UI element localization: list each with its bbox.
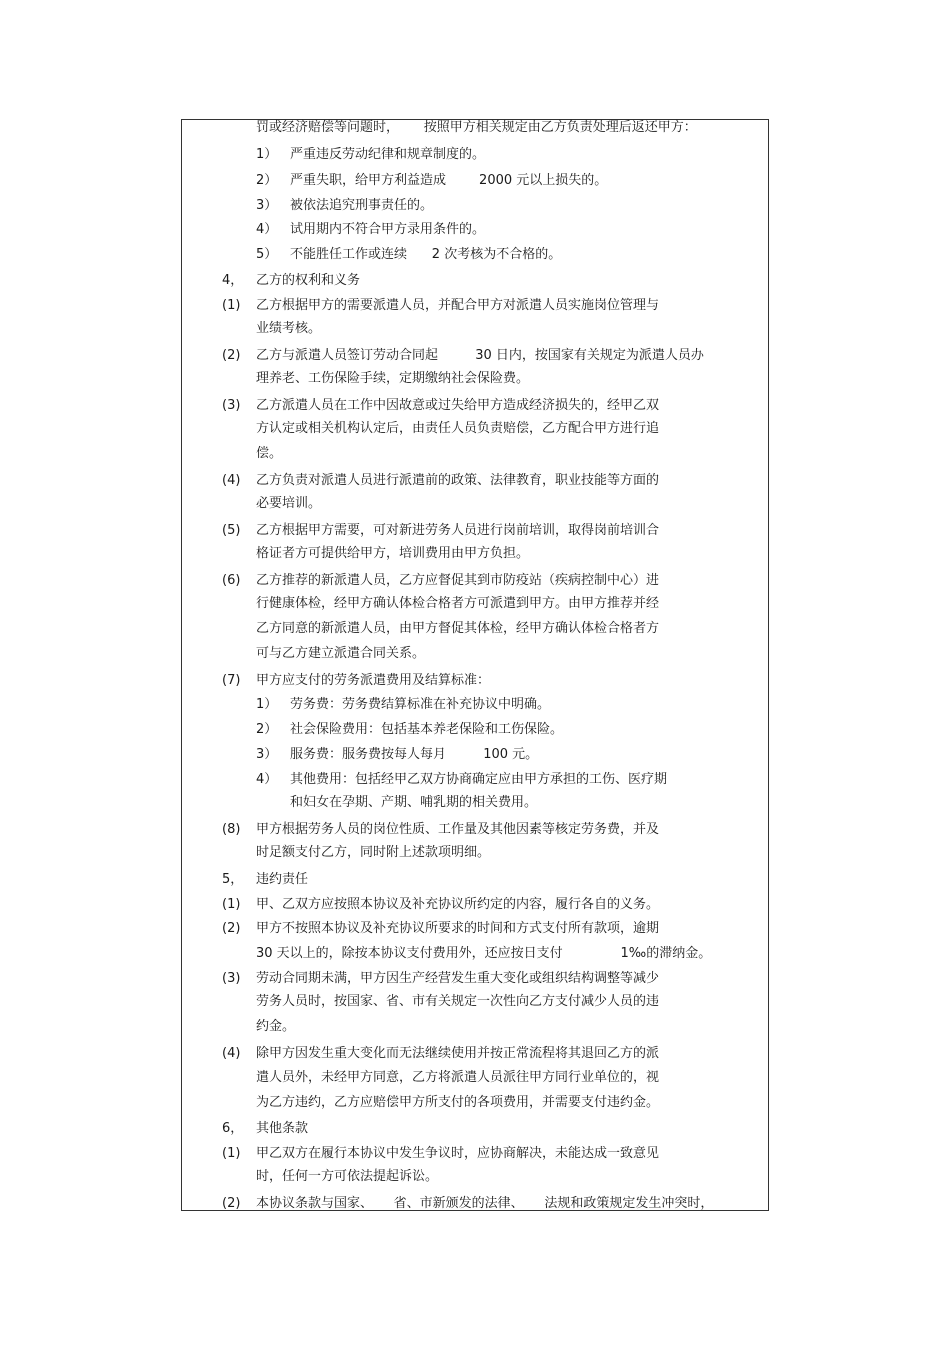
list-number: 5） xyxy=(256,247,278,262)
clause-line: 本协议条款与国家、 省、市新颁发的法律、 法规和政策规定发生冲突时， xyxy=(256,1196,714,1211)
clause-number: (1) xyxy=(222,897,241,912)
clause-line: 行健康体检，经甲方确认体检合格者方可派遣到甲方。由甲方推荐并经 xyxy=(256,596,660,611)
section-title: 违约责任 xyxy=(256,872,309,887)
subclause-line: 和妇女在孕期、产期、哺乳期的相关费用。 xyxy=(290,795,538,810)
subclause-line: 社会保险费用：包括基本养老保险和工伤保险。 xyxy=(290,722,564,737)
section-title: 乙方的权利和义务 xyxy=(256,273,361,288)
clause-line: 劳动合同期未满，甲方因生产经营发生重大变化或组织结构调整等减少 xyxy=(256,971,660,986)
clause-line: 为乙方违约，乙方应赔偿甲方所支付的各项费用，并需要支付违约金。 xyxy=(256,1095,660,1110)
list-item: 不能胜任工作或连续 2 次考核为不合格的。 xyxy=(290,247,562,262)
clause-line: 甲方根据劳务人员的岗位性质、工作量及其他因素等核定劳务费，并及 xyxy=(256,822,660,837)
clause-number: (6) xyxy=(222,573,241,588)
subclause-line: 服务费：服务费按每人每月 100 元。 xyxy=(290,747,539,762)
clause-line: 业绩考核。 xyxy=(256,321,322,336)
clause-line: 理养老、工伤保险手续，定期缴纳社会保险费。 xyxy=(256,371,530,386)
clause-number: (5) xyxy=(222,523,241,538)
list-number: 2） xyxy=(256,173,278,188)
clause-number: (7) xyxy=(222,673,241,688)
subclause-line: 劳务费：劳务费结算标准在补充协议中明确。 xyxy=(290,697,551,712)
list-item: 试用期内不符合甲方录用条件的。 xyxy=(290,222,486,237)
clause-number: (2) xyxy=(222,348,241,363)
clause-line: 乙方推荐的新派遣人员，乙方应督促其到市防疫站（疾病控制中心）进 xyxy=(256,573,660,588)
clause-line: 遣人员外，未经甲方同意，乙方将派遣人员派往甲方同行业单位的，视 xyxy=(256,1070,660,1085)
subclause-line: 其他费用：包括经甲乙双方协商确定应由甲方承担的工伤、医疗期 xyxy=(290,772,668,787)
section-number: 5， xyxy=(222,872,244,887)
clause-line: 方认定或相关机构认定后，由责任人员负责赔偿，乙方配合甲方进行追 xyxy=(256,421,660,436)
clause-line: 约金。 xyxy=(256,1019,296,1034)
clause-line: 30 天以上的，除按本协议支付费用外，还应按日支付 1‰的滞纳金。 xyxy=(256,946,712,961)
clause-number: (4) xyxy=(222,473,241,488)
list-number: 3） xyxy=(256,198,278,213)
clause-line: 除甲方因发生重大变化而无法继续使用并按正常流程将其退回乙方的派 xyxy=(256,1046,660,1061)
subclause-number: 1） xyxy=(256,697,278,712)
section-title: 其他条款 xyxy=(256,1121,309,1136)
clause-line: 必要培训。 xyxy=(256,496,322,511)
clause-line: 可与乙方建立派遣合同关系。 xyxy=(256,646,426,661)
clause-line: 甲、乙双方应按照本协议及补充协议所约定的内容，履行各自的义务。 xyxy=(256,897,660,912)
clause-line: 时足额支付乙方，同时附上述款项明细。 xyxy=(256,845,491,860)
list-number: 4） xyxy=(256,222,278,237)
clause-line: 偿。 xyxy=(256,446,283,461)
clause-number: (3) xyxy=(222,971,241,986)
clause-line: 甲方应支付的劳务派遣费用及结算标准： xyxy=(256,673,491,688)
clause-line: 乙方同意的新派遣人员，由甲方督促其体检，经甲方确认体检合格者方 xyxy=(256,621,660,636)
clause-line: 乙方根据甲方的需要派遣人员，并配合甲方对派遣人员实施岗位管理与 xyxy=(256,298,660,313)
clause-line: 乙方与派遣人员签订劳动合同起 30 日内，按国家有关规定为派遣人员办 xyxy=(256,348,704,363)
clause-number: (2) xyxy=(222,1196,241,1211)
clause-line: 乙方根据甲方需要，可对新进劳务人员进行岗前培训，取得岗前培训合 xyxy=(256,523,660,538)
subclause-number: 3） xyxy=(256,747,278,762)
clause-line: 甲乙双方在履行本协议中发生争议时，应协商解决，未能达成一致意见 xyxy=(256,1146,660,1161)
clause-line: 格证者方可提供给甲方，培训费用由甲方负担。 xyxy=(256,546,530,561)
clause-line: 乙方派遣人员在工作中因故意或过失给甲方造成经济损失的，经甲乙双 xyxy=(256,398,660,413)
clause-line: 劳务人员时，按国家、省、市有关规定一次性向乙方支付减少人员的违 xyxy=(256,994,660,1009)
section-number: 6， xyxy=(222,1121,244,1136)
list-item: 被依法追究刑事责任的。 xyxy=(290,198,434,213)
clause-number: (1) xyxy=(222,1146,241,1161)
section-number: 4， xyxy=(222,273,244,288)
subclause-number: 2） xyxy=(256,722,278,737)
list-item: 严重失职，给甲方利益造成 2000 元以上损失的。 xyxy=(290,173,608,188)
clause-number: (8) xyxy=(222,822,241,837)
clause-number: (1) xyxy=(222,298,241,313)
clause-number: (2) xyxy=(222,921,241,936)
clause-line: 甲方不按照本协议及补充协议所要求的时间和方式支付所有款项，逾期 xyxy=(256,921,660,936)
intro-line: 罚或经济赔偿等问题时， 按照甲方相关规定由乙方负责处理后返还甲方： xyxy=(256,120,697,135)
list-number: 1） xyxy=(256,147,278,162)
clause-line: 乙方负责对派遣人员进行派遣前的政策、法律教育，职业技能等方面的 xyxy=(256,473,660,488)
clause-line: 时，任何一方可依法提起诉讼。 xyxy=(256,1169,439,1184)
clause-number: (4) xyxy=(222,1046,241,1061)
list-item: 严重违反劳动纪律和规章制度的。 xyxy=(290,147,486,162)
subclause-number: 4） xyxy=(256,772,278,787)
clause-number: (3) xyxy=(222,398,241,413)
